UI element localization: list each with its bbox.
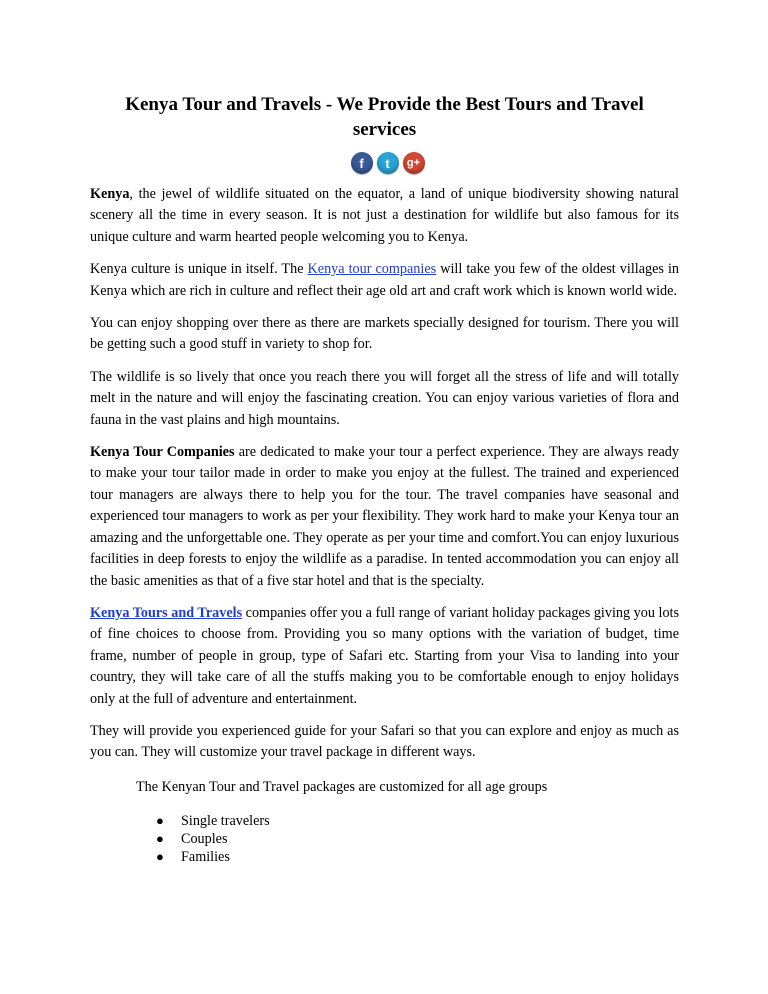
google-plus-icon[interactable] [403, 152, 425, 174]
paragraph-companies-bold: Kenya Tour Companies [90, 444, 235, 461]
paragraph-packages [90, 603, 679, 710]
paragraph-culture-text-a: Kenya culture is unique in itself. The [90, 261, 308, 278]
bullet-icon: ● [156, 830, 164, 846]
twitter-icon[interactable] [377, 152, 399, 174]
googleplus-glyph: g+ [406, 157, 421, 169]
list-item-label: Families [181, 848, 230, 865]
list-item [156, 848, 679, 866]
paragraph-intro-text: , the jewel of wildlife situated on the equator, a land of unique biodiversity showing natural scenery all the time in every season. It is not just a destination for wildlife but also famous for its unique culture and warm hearted people welcoming you to Kenya. [90, 186, 679, 245]
social-share-bar [90, 152, 679, 174]
kenya-tour-companies-link[interactable]: Kenya tour companies [307, 261, 437, 278]
paragraph-intro [90, 184, 679, 248]
packages-list [90, 812, 679, 866]
facebook-glyph: f [359, 155, 364, 171]
list-item-label: Single travelers [181, 812, 270, 829]
bullet-icon: ● [156, 812, 164, 828]
twitter-glyph: t [385, 155, 390, 171]
paragraph-wildlife: The wildlife is so lively that once you reach there you will forget all the stress of life and will totally melt in the nature and will enjoy the fascinating creation. You can enjoy various varieties of flora and fauna in the vast plains and high mountains. [90, 368, 679, 428]
bullet-icon: ● [156, 848, 164, 864]
paragraph-companies [90, 442, 679, 592]
kenya-tours-and-travels-link[interactable]: Kenya Tours and Travels [90, 604, 243, 621]
document-page [90, 92, 679, 866]
paragraph-intro-bold: Kenya [90, 186, 130, 202]
paragraph-guide: They will provide you experienced guide for your Safari so that you can explore and enjoy as much as you can. They will customize your travel package in different ways. [90, 722, 679, 761]
list-item-label: Couples [181, 830, 228, 847]
page-title: Kenya Tour and Travels - We Provide the Best Tours and Travel services [125, 94, 644, 140]
list-item [156, 812, 679, 830]
paragraph-companies-text: are dedicated to make your tour a perfect experience. They are always ready to make your tour tailor made in order to make you enjoy at the fullest. The trained and experienced tour managers are always there to help you for the tour. The travel companies have seasonal and experienced tour managers to work as per your flexibility. They work hard to make your Kenya tour an amazing and the unforgettable one. They operate as per your time and comfort.You can enjoy luxurious facilities in deep forests to enjoy the wildlife as a paradise. In tented accommodation you can enjoy all the basic amenities as that of a five star hotel and that is the specialty. [90, 444, 679, 589]
list-item [156, 830, 679, 848]
paragraph-culture [90, 259, 679, 302]
packages-intro: The Kenyan Tour and Travel packages are customized for all age groups [136, 778, 548, 795]
paragraph-shopping: You can enjoy shopping over there as there are markets specially designed for tourism. There you will be getting such a good stuff in variety to shop for. [90, 315, 679, 353]
facebook-icon[interactable] [351, 152, 373, 174]
paragraph-packages-text: companies offer you a full range of variant holiday packages giving you lots of fine choices to choose from. Providing you so many options with the variation of budget, time frame, number of people in group, type of Safari etc. Starting from your Visa to landing into your country, they will take care of all the stuffs making you to be comfortable enough to enjoy holidays only at the full of adventure and entertainment. [90, 604, 680, 707]
paragraph-culture-text-b: will take you few of the oldest villages in Kenya which are rich in culture and reflect their age old art and craft work which is known world wide. [90, 261, 679, 299]
